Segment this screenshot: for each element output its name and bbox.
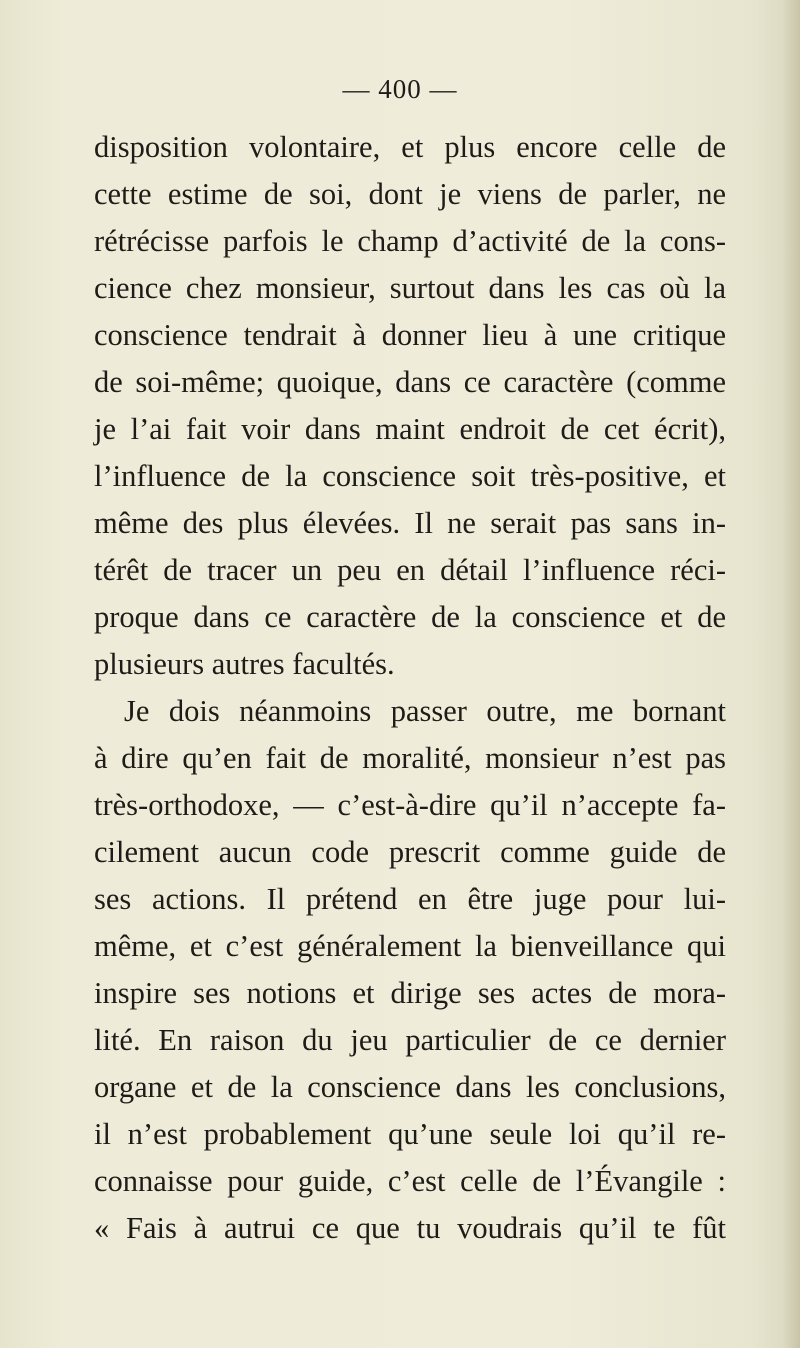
text-line: lité. En raison du jeu particulier de ce dernier (94, 1023, 726, 1057)
text-line: connaisse pour guide, c’est celle de l’Évangile : (94, 1164, 726, 1198)
text-line: disposition volontaire, et plus encore celle de (94, 130, 726, 164)
text-line: plusieurs autres facultés. (94, 647, 395, 681)
page-edge-shadow (782, 0, 800, 1348)
text-line: Je dois néanmoins passer outre, me bornant (124, 694, 726, 728)
text-line: à dire qu’en fait de moralité, monsieur n’est pas (94, 741, 726, 775)
text-line: inspire ses notions et dirige ses actes de mora- (94, 976, 726, 1010)
text-line: térêt de tracer un peu en détail l’influence réci- (94, 553, 726, 587)
text-line: proque dans ce caractère de la conscience et de (94, 600, 726, 634)
text-line: « Fais à autrui ce que tu voudrais qu’il te fût (94, 1211, 726, 1245)
text-line: conscience tendrait à donner lieu à une critique (94, 318, 726, 352)
page-number: — 400 — (342, 74, 458, 104)
text-line: il n’est probablement qu’une seule loi qu’il re- (94, 1117, 726, 1151)
text-line: même des plus élevées. Il ne serait pas sans in- (94, 506, 726, 540)
text-line: cience chez monsieur, surtout dans les cas où la (94, 271, 726, 305)
text-line: organe et de la conscience dans les conclusions, (94, 1070, 726, 1104)
text-line: même, et c’est généralement la bienveillance qui (94, 929, 726, 963)
text-line: je l’ai fait voir dans maint endroit de cet écrit), (94, 412, 726, 446)
body-text (94, 124, 726, 1252)
text-line: cette estime de soi, dont je viens de parler, ne (94, 177, 726, 211)
text-line: ses actions. Il prétend en être juge pour lui- (94, 882, 726, 916)
text-line: l’influence de la conscience soit très-positive, et (94, 459, 726, 493)
text-line: très-orthodoxe, — c’est-à-dire qu’il n’accepte fa- (94, 788, 726, 822)
text-line: de soi-même; quoique, dans ce caractère (comme (94, 365, 726, 399)
text-line: cilement aucun code prescrit comme guide de (94, 835, 726, 869)
text-line: rétrécisse parfois le champ d’activité de la cons- (94, 224, 726, 258)
